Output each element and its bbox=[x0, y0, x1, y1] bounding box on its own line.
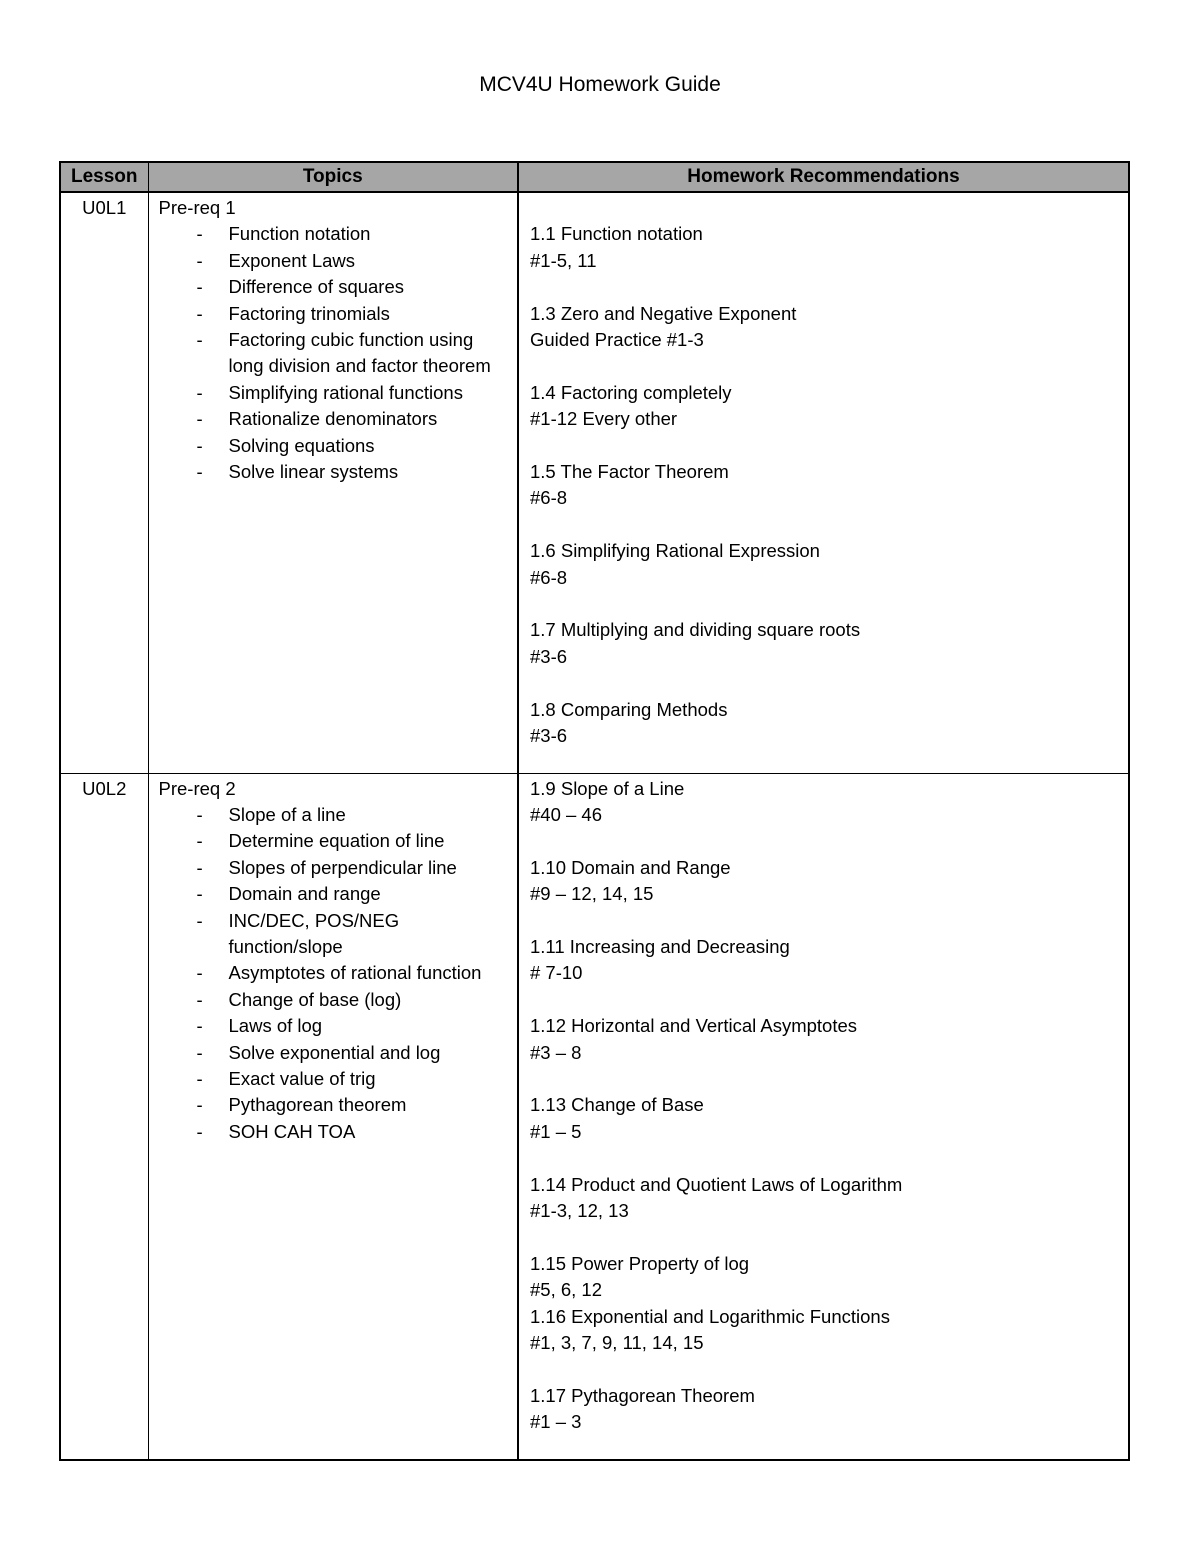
topic-text: Solve linear systems bbox=[228, 461, 399, 483]
list-dash-bullet: - bbox=[196, 329, 203, 351]
topic-item bbox=[159, 433, 512, 459]
homework-questions: #6-8 bbox=[530, 487, 568, 509]
topic-text: INC/DEC, POS/NEG function/slope bbox=[228, 909, 400, 957]
header-lesson: Lesson bbox=[60, 162, 148, 192]
topic-text: Domain and range bbox=[228, 883, 381, 905]
topic-text: Asymptotes of rational function bbox=[228, 962, 482, 984]
homework-item bbox=[530, 1383, 1122, 1436]
homework-section-title: 1.17 Pythagorean Theorem bbox=[530, 1384, 755, 1406]
topic-item bbox=[159, 221, 512, 247]
list-dash-bullet: - bbox=[196, 1067, 203, 1089]
homework-item bbox=[530, 380, 1122, 433]
topic-item bbox=[159, 1013, 512, 1039]
homework-section-title: 1.13 Change of Base bbox=[530, 1094, 704, 1116]
homework-table bbox=[59, 161, 1130, 1461]
homework-questions: #6-8 bbox=[530, 566, 568, 588]
list-dash-bullet: - bbox=[196, 434, 203, 456]
topic-item bbox=[159, 960, 512, 986]
list-dash-bullet: - bbox=[196, 962, 203, 984]
homework-questions: #40 – 46 bbox=[530, 803, 603, 825]
homework-questions: #3-6 bbox=[530, 725, 568, 747]
homework-item bbox=[530, 459, 1122, 512]
topic-text: Factoring trinomials bbox=[228, 302, 390, 324]
homework-section-title: 1.5 The Factor Theorem bbox=[530, 461, 729, 482]
homework-cell bbox=[518, 192, 1129, 773]
list-dash-bullet: - bbox=[196, 223, 203, 245]
topic-item bbox=[159, 406, 512, 432]
homework-item bbox=[530, 1304, 1122, 1357]
topic-list bbox=[159, 802, 512, 1145]
lesson-cell: U0L1 bbox=[60, 192, 148, 773]
homework-section-title: 1.3 Zero and Negative Exponent bbox=[530, 302, 797, 324]
topic-heading: Pre-req 2 bbox=[158, 777, 236, 799]
table-header-row bbox=[60, 162, 1129, 192]
list-dash-bullet: - bbox=[196, 988, 203, 1010]
table-row bbox=[60, 192, 1129, 773]
topic-item bbox=[159, 881, 512, 907]
list-dash-bullet: - bbox=[196, 276, 203, 298]
list-dash-bullet: - bbox=[196, 302, 203, 324]
topics-cell bbox=[148, 192, 518, 773]
lesson-cell: U0L2 bbox=[60, 773, 148, 1460]
homework-item bbox=[530, 301, 1122, 354]
header-topics: Topics bbox=[148, 162, 518, 192]
topic-text: Solving equations bbox=[228, 434, 375, 456]
homework-section-title: 1.15 Power Property of log bbox=[530, 1252, 750, 1274]
topic-item bbox=[159, 802, 512, 828]
list-dash-bullet: - bbox=[196, 856, 203, 878]
topic-text: Rationalize denominators bbox=[228, 408, 438, 430]
topic-item bbox=[159, 908, 512, 961]
topic-text: Change of base (log) bbox=[228, 988, 402, 1010]
homework-item bbox=[530, 617, 1122, 670]
topic-heading: Pre-req 1 bbox=[158, 197, 236, 218]
homework-item bbox=[530, 1013, 1122, 1066]
homework-item bbox=[530, 776, 1122, 829]
homework-section-title: 1.4 Factoring completely bbox=[530, 381, 732, 403]
topic-item bbox=[159, 380, 512, 406]
topic-text: Slopes of perpendicular line bbox=[228, 856, 457, 878]
homework-section-title: 1.6 Simplifying Rational Expression bbox=[530, 540, 820, 562]
homework-section-title: 1.9 Slope of a Line bbox=[530, 777, 685, 799]
homework-questions: #1 – 3 bbox=[530, 1411, 582, 1433]
list-dash-bullet: - bbox=[196, 830, 203, 852]
topic-item bbox=[159, 301, 512, 327]
topic-item bbox=[159, 828, 512, 854]
topic-text: Simplifying rational functions bbox=[228, 381, 463, 403]
topic-item bbox=[159, 327, 512, 380]
homework-questions: #1-3, 12, 13 bbox=[530, 1199, 629, 1221]
homework-questions: Guided Practice #1-3 bbox=[530, 329, 704, 350]
topic-text: Exponent Laws bbox=[228, 249, 356, 271]
homework-questions: #5, 6, 12 bbox=[530, 1279, 603, 1301]
homework-item bbox=[530, 1172, 1122, 1225]
topic-item bbox=[159, 248, 512, 274]
homework-section-title: 1.8 Comparing Methods bbox=[530, 698, 728, 720]
document-title: MCV4U Homework Guide bbox=[479, 73, 721, 96]
homework-section-title: 1.14 Product and Quotient Laws of Logarithm bbox=[530, 1173, 903, 1195]
list-dash-bullet: - bbox=[196, 461, 203, 483]
topic-item bbox=[159, 274, 512, 300]
homework-item bbox=[530, 221, 1122, 274]
homework-questions: #1 – 5 bbox=[530, 1120, 582, 1142]
homework-cell bbox=[518, 773, 1129, 1460]
topic-text: SOH CAH TOA bbox=[228, 1120, 356, 1142]
topics-cell bbox=[148, 773, 518, 1460]
topic-item bbox=[159, 1040, 512, 1066]
topic-text: Exact value of trig bbox=[228, 1067, 376, 1089]
topic-item bbox=[159, 1119, 512, 1145]
homework-section-title: 1.10 Domain and Range bbox=[530, 856, 731, 878]
topic-item bbox=[159, 1066, 512, 1092]
topic-text: Pythagorean theorem bbox=[228, 1094, 407, 1116]
topic-text: Slope of a line bbox=[228, 803, 346, 825]
topic-item bbox=[159, 459, 512, 485]
topic-text: Difference of squares bbox=[228, 276, 405, 298]
homework-item bbox=[530, 1092, 1122, 1145]
homework-section-title: 1.7 Multiplying and dividing square roots bbox=[530, 619, 861, 641]
homework-questions: #3 – 8 bbox=[530, 1041, 582, 1063]
homework-item bbox=[530, 697, 1122, 750]
topic-item bbox=[159, 987, 512, 1013]
homework-item bbox=[530, 538, 1122, 591]
homework-item bbox=[530, 855, 1122, 908]
homework-questions: #9 – 12, 14, 15 bbox=[530, 883, 654, 905]
topic-item bbox=[159, 855, 512, 881]
homework-section-title: 1.16 Exponential and Logarithmic Functions bbox=[530, 1305, 890, 1327]
table-row bbox=[60, 773, 1129, 1460]
topic-text: Solve exponential and log bbox=[228, 1041, 441, 1063]
list-dash-bullet: - bbox=[196, 408, 203, 430]
list-dash-bullet: - bbox=[196, 381, 203, 403]
homework-list bbox=[530, 221, 1122, 749]
topic-item bbox=[159, 1092, 512, 1118]
list-dash-bullet: - bbox=[196, 909, 203, 931]
header-homework-recommendations: Homework Recommendations bbox=[518, 162, 1129, 192]
list-dash-bullet: - bbox=[196, 1094, 203, 1116]
list-dash-bullet: - bbox=[196, 803, 203, 825]
homework-item bbox=[530, 934, 1122, 987]
homework-list bbox=[530, 776, 1122, 1436]
topic-text: Laws of log bbox=[228, 1015, 323, 1037]
list-dash-bullet: - bbox=[196, 883, 203, 905]
homework-questions: # 7-10 bbox=[530, 962, 583, 984]
list-dash-bullet: - bbox=[196, 1120, 203, 1142]
topic-text: Factoring cubic function using long division and factor theorem bbox=[228, 329, 491, 377]
list-dash-bullet: - bbox=[196, 1015, 203, 1037]
list-dash-bullet: - bbox=[196, 249, 203, 271]
homework-questions: #1-12 Every other bbox=[530, 408, 678, 430]
list-dash-bullet: - bbox=[196, 1041, 203, 1063]
homework-section-title: 1.12 Horizontal and Vertical Asymptotes bbox=[530, 1015, 858, 1037]
topic-text: Function notation bbox=[228, 223, 371, 245]
topic-list bbox=[159, 221, 512, 485]
homework-section-title: 1.11 Increasing and Decreasing bbox=[530, 935, 790, 957]
homework-questions: #1-5, 11 bbox=[530, 249, 597, 271]
homework-questions: #1, 3, 7, 9, 11, 14, 15 bbox=[530, 1331, 704, 1353]
topic-text: Determine equation of line bbox=[228, 830, 445, 852]
homework-section-title: 1.1 Function notation bbox=[530, 223, 703, 245]
homework-questions: #3-6 bbox=[530, 645, 568, 667]
homework-item bbox=[530, 1251, 1122, 1304]
